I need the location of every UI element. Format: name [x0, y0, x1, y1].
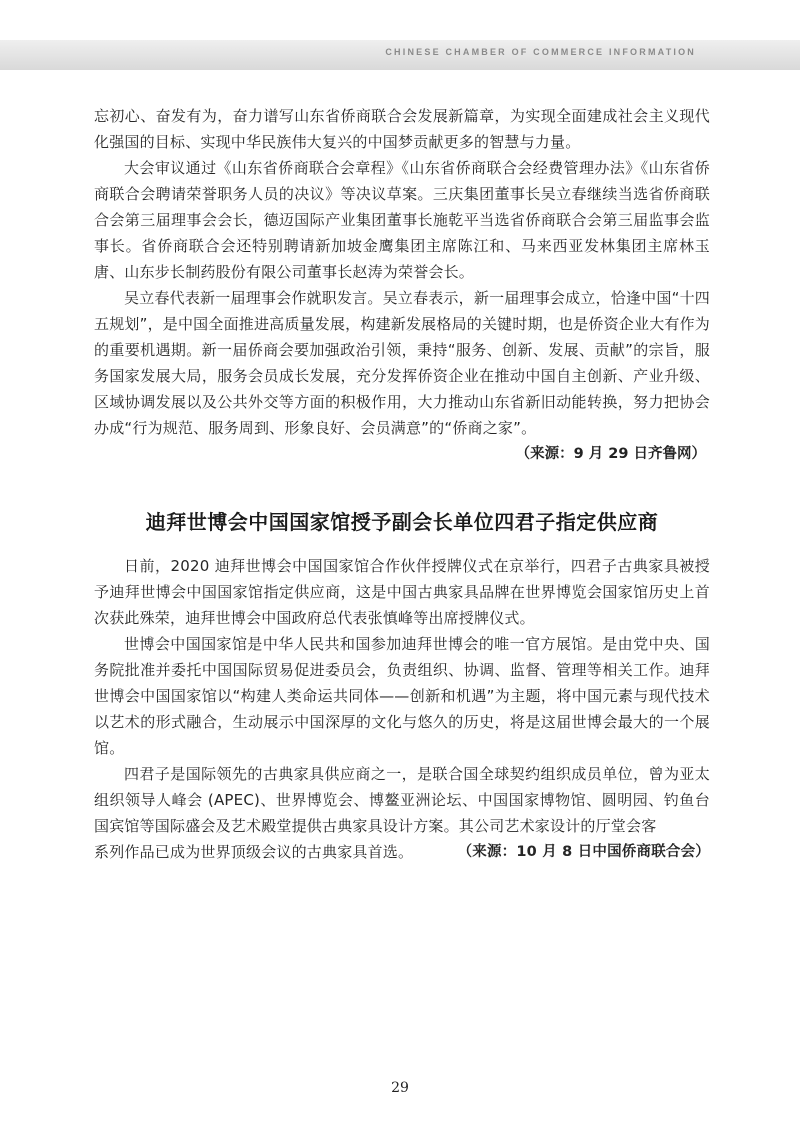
article1-paragraph: 大会审议通过《山东省侨商联合会章程》《山东省侨商联合会经费管理办法》《山东省侨商联合会聘请荣誉职务人员的决议》等决议草案。三庆集团董事长吴立春继续当选省侨商联合会第三届理事会会长，德迈国际产业集团董事长施乾平当选省侨商联合会第三届监事会监事长。省侨商联合会还特别聘请新加坡金鹰集团主席陈江和、马来西亚发林集团主席林玉唐、山东步长制药股份有限公司董事长赵涛为荣誉会长。	[94, 159, 710, 281]
article1-paragraph: 吴立春代表新一届理事会作就职发言。吴立春表示，新一届理事会成立，恰逢中国“十四五规划”，是中国全面推进高质量发展，构建新发展格局的关键时期，也是侨资企业大有作为的重要机遇期。新一届侨商会要加强政治引领，秉持“服务、创新、发展、贡献”的宗旨，服务国家发展大局，服务会员成长发展，充分发挥侨资企业在推动中国自主创新、产业升级、区域协调发展以及公共外交等方面的积极作用，大力推动山东省新旧动能转换，努力把协会办成“行为规范、服务周到、形象良好、会员满意”的“侨商之家”。	[94, 289, 710, 437]
article1-paragraph: 忘初心、奋发有为，奋力谱写山东省侨商联合会发展新篇章，为实现全面建成社会主义现代化强国的目标、实现中华民族伟大复兴的中国梦贡献更多的智慧与力量。	[94, 107, 710, 151]
article2-last-line-text: 系列作品已成为世界顶级会议的古典家具首选。	[94, 843, 414, 861]
article2-paragraph: 日前，2020 迪拜世博会中国国家馆合作伙伴授牌仪式在京举行，四君子古典家具被授予迪拜世博会中国国家馆指定供应商，这是中国古典家具品牌在世界博览会国家馆历史上首次获此殊荣，迪拜世博会中国政府总代表张慎峰等出席授牌仪式。	[94, 557, 710, 627]
article2-last-line	[94, 839, 710, 865]
article2-paragraph: 世博会中国国家馆是中华人民共和国参加迪拜世博会的唯一官方展馆。是由党中央、国务院批准并委托中国国际贸易促进委员会，负责组织、协调、监督、管理等相关工作。迪拜世博会中国国家馆以“构建人类命运共同体——创新和机遇”为主题，将中国元素与现代技术以艺术的形式融合，生动展示中国深厚的文化与悠久的历史，将是这届世博会最大的一个展馆。	[94, 635, 710, 757]
article2-source: （来源：10 月 8 日中国侨商联合会）	[457, 844, 710, 860]
article1-source: （来源：9 月 29 日齐鲁网）	[515, 446, 706, 462]
page-content	[94, 103, 710, 865]
article2-paragraph: 四君子是国际领先的古典家具供应商之一，是联合国全球契约组织成员单位，曾为亚太组织领导人峰会 (APEC)、世界博览会、博鳌亚洲论坛、中国国家博物馆、圆明园、钓鱼台国宾馆等国际盛会及艺术殿堂提供古典家具设计方案。其公司艺术家设计的厅堂会客	[94, 765, 710, 835]
running-header: CHINESE CHAMBER OF COMMERCE INFORMATION	[385, 47, 696, 57]
article2-title: 迪拜世博会中国国家馆授予副会长单位四君子指定供应商	[145, 510, 659, 534]
page-number: 29	[391, 1080, 409, 1096]
